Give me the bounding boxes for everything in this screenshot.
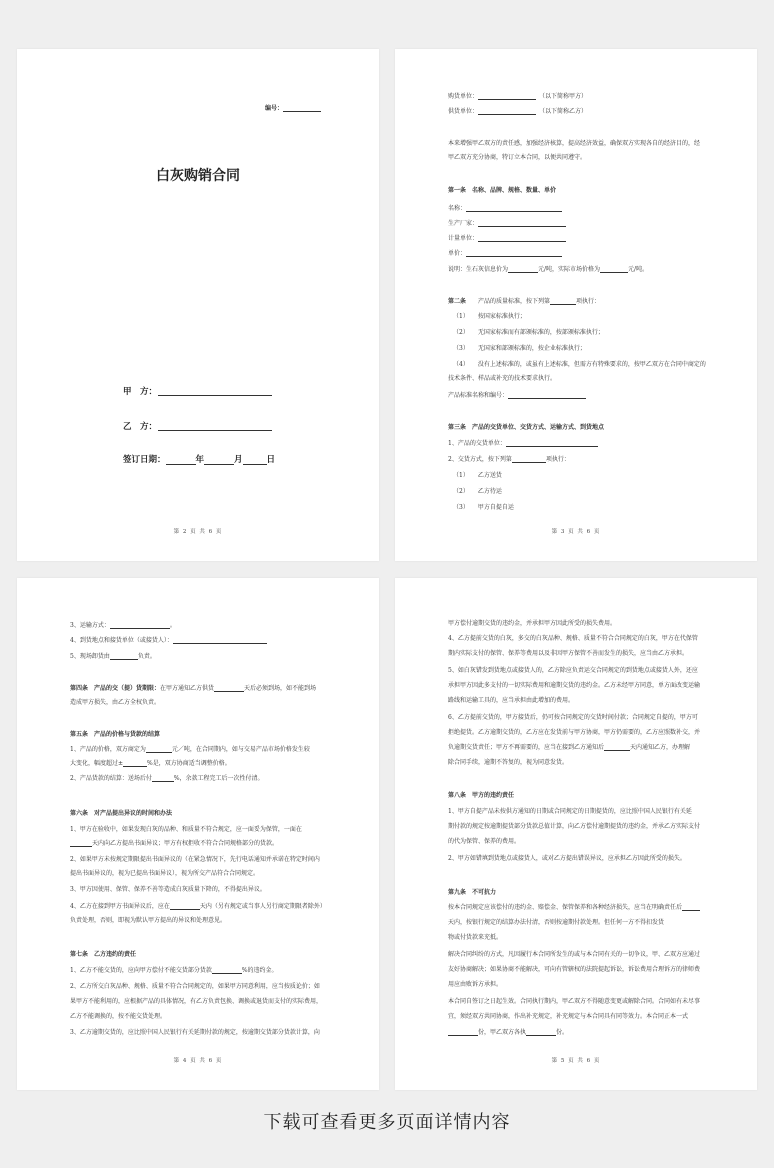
delivery-unit-row: 1、产品的交货单位：: [448, 440, 598, 447]
liability-clause: 果甲方不能利用的，应根据产品的具体情况，有乙方负责包换、调换或退货而支付的实际费用，: [70, 998, 323, 1005]
clause-text: 按本合同规定应该偿付的违约金、赔偿金、保管保养和各种经济损失，应当在明确责任后: [448, 904, 700, 911]
party-b-label: 乙 方：: [123, 422, 158, 432]
liability-clause: 3、乙方逾期交货的，应比照中国人民银行有关延期付款的规定，按逾期交货部分货款计算，向: [70, 1029, 320, 1036]
clause-text: 6、乙方提前交货的，甲方接货后，仍可按合同规定的交货时间付款；合同规定自提的，甲方可: [448, 714, 698, 721]
clause-text: 除合同手续，逾期不答复的，视为同意发货。: [448, 759, 569, 766]
party-b-line: [158, 430, 272, 431]
clause-text: 解决合同纠纷的方式，凡因履行本合同所发生的或与本合同有关的一切争议，甲、乙双方应通过: [448, 951, 701, 958]
field-unit: 计量单位：: [448, 235, 566, 242]
unloading-row: 5、现场卸货由 负责。: [70, 653, 156, 660]
objection-clause: 天内向乙方提出书面异议；甲方有权拒收不符合合同规格部分的货款。: [70, 840, 278, 847]
objection-clause: 1、甲方在验收中，如果发现白灰的品种、和质量不符合规定，应一面妥为保管，一面在: [70, 826, 302, 833]
objection-clause: 4、乙方在接到甲方书面异议后，应在 天内（另有规定或当事人另行商定期限者除外）: [70, 903, 326, 910]
preview-caption: 下载可查看更多页面详情内容: [263, 1112, 511, 1133]
document-title: 白灰购销合同: [156, 168, 240, 184]
clause-text: 宜，须经双方共同协商，作出补充规定，补充规定与本合同具有同等效力。本合同正本一式: [448, 1013, 689, 1020]
intro-text: 本来增强甲乙双方的责任感，加强经济核算，提高经济效益，确保双方实现各自的经济目的，经: [448, 140, 701, 147]
clause-text: 4、乙方提前交货的白灰，多交的白灰品种、规格、质量不符合合同规定的白灰，甲方在代保管: [448, 635, 698, 642]
article-heading: 第三条 产品的交货单位、交货方式、运输方式、到货地点: [448, 424, 605, 431]
clause-text: 用应由败诉方承担。: [448, 981, 503, 988]
clause-text: 5、如白灰错发到货地点或接货人的，乙方除应负责运交合同规定的到货地点或接货人外，还应: [448, 667, 698, 674]
party-a-label: 甲 方：: [123, 387, 158, 397]
price-clause: 大变化，幅度超过± %是，双方协商适当调整价格。: [70, 760, 231, 767]
clause-text: 友好协商解决；如果协商不能解决，可向有管辖权的法院提起诉讼，诉讼费用合理诉方的律师费: [448, 966, 701, 973]
article-heading: 第七条 乙方违约的责任: [70, 951, 137, 958]
article-heading: 第八条 甲方的违约责任: [448, 792, 515, 799]
delivery-option: （2） 乙方待运: [453, 488, 502, 495]
liability-clause: 乙方不能调换的，按不能交货处理。: [70, 1013, 167, 1020]
clause-text: 路线和运输工具的，应当承担由此增加的费用。: [448, 697, 575, 704]
price-clause: 1、产品的价格，双方商定为 元／吨，在合同期内，如与交易产品市场价格发生较: [70, 746, 310, 753]
quality-item: （4） 没有上述标准的，或虽有上述标准，但需方有特殊要求的，按甲乙双方在合同中商定的: [453, 361, 706, 368]
objection-clause: 2、如果甲方未按规定期限提出书面异议的（在紧急情况下，先行电话通知并承诺在特定时间内: [70, 856, 320, 863]
page-footer: 第 2 页 共 6 页: [173, 529, 223, 535]
field-name: 名称：: [448, 205, 562, 212]
clause-text: 甲方偿付逾期交货的违约金，并承担甲方因此所受的损失费用。: [448, 620, 617, 627]
page-footer: 第 3 页 共 6 页: [551, 529, 601, 535]
price-note: 说明：生石灰信息价为 元/吨，实际市场价格为 元/吨。: [448, 266, 649, 273]
clause-text: 负逾期交货责任；甲方不再需要的，应当在接到乙方通知后 天内通知乙方，办理解: [448, 744, 691, 751]
clause-text: 份，甲乙双方各执 份。: [448, 1029, 568, 1036]
article-heading: 第六条 对产品提出异议的时间和办法: [70, 810, 173, 817]
party-a-line: [158, 395, 272, 396]
field-price: 单价：: [448, 250, 562, 257]
contract-page-5: [395, 578, 757, 1090]
standard-name-row: 产品标准名称和编号：: [448, 392, 586, 399]
article-heading: 第一条 名称、品牌、规格、数量、单价: [448, 187, 557, 194]
quality-item: （2） 无国家标准而有部颁标准的，按部颁标准执行；: [453, 329, 604, 336]
contract-page-cover: [17, 49, 379, 561]
liability-clause: 2、乙方所交白灰品种、规格、质量不符合合同规定的，如果甲方同意利用，应当按质论价；如: [70, 983, 320, 990]
quality-item: （1） 按国家标准执行；: [453, 313, 526, 320]
article-heading: 第五条 产品的价格与货款的结算: [70, 731, 161, 738]
contract-page-4: [17, 578, 379, 1090]
payment-clause: 2、产品货款的结算：送场后付 %，余款工程完工后一次性付清。: [70, 775, 264, 782]
transport-row: 3、运输方式： 。: [70, 622, 176, 629]
clause-text: 物或付货款来充抵。: [448, 934, 503, 941]
clause-text: 本合同自签订之日起生效。合同执行期内，甲乙双方不得随意变更或解除合同。合同如有未尽事: [448, 998, 701, 1005]
quality-item-cont: 技术条件、样品或补充的技术要求执行。: [448, 375, 557, 382]
objection-clause: 3、甲方因使用、保管、保养不善等造成白灰质量下降的，不得提出异议。: [70, 886, 266, 893]
clause-text: 期付款的规定按逾期提货部分货款总值计算，向乙方偿付逾期提货的违约金，并承乙方实际支付: [448, 823, 701, 830]
buyer-row: 购货单位： （以下简称甲方）: [448, 93, 588, 100]
delivery-option: （3） 甲方自提自运: [453, 504, 514, 511]
intro-text: 甲乙双方充分协商，特订立本合同，以便共同遵守。: [448, 154, 587, 161]
article-heading: 第九条 不可抗力: [448, 889, 497, 896]
clause-text: 期内实际支付的保管、保养等费用以及非因甲方保管不善而发生的损失，应当由乙方承担。: [448, 650, 689, 657]
destination-row: 4、到货地点和接货单位（或接货人）：: [70, 637, 267, 644]
clause-text: 拒绝提货。乙方逾期交货的，乙方应在发货前与甲方协商，甲方仍需要的，乙方应照数补交，并: [448, 729, 701, 736]
contract-number-label: 编号：: [265, 105, 321, 112]
clause-text: 的代为保管、保养的费用。: [448, 838, 521, 845]
objection-clause: 负责处理，否则，即视为默认甲方提出的异议和处理意见。: [70, 917, 227, 924]
clause-text: 1、甲方自提产品未按供方通知的日期或合同规定的日期提货的，应比照中国人民银行有关延: [448, 808, 692, 815]
page-footer: 第 5 页 共 6 页: [551, 1058, 601, 1064]
article-heading: 第二条 产品的质量标准，按下列第 项执行：: [448, 298, 601, 305]
clause-text: 天内，按银行规定的结算办法付清，否则按逾期付款处理。但任何一方不得扣发货: [448, 919, 665, 926]
objection-clause: 提出书面异议的，视为已提出书面异议），视为所交产品符合合同规定。: [70, 870, 260, 877]
seller-row: 供货单位： （以下简称乙方）: [448, 108, 588, 115]
delivery-mode-row: 2、交货方式，按下列第 项执行：: [448, 456, 570, 463]
clause-text: 承担甲方因此多支付的一切实际费用和逾期交货的违约金。乙方未经甲方同意，单方面改变运输: [448, 682, 701, 689]
page-footer: 第 4 页 共 6 页: [173, 1058, 223, 1064]
quality-item: （3） 无国家和部颁标准的，按企业标准执行；: [453, 345, 586, 352]
liability-clause: 1、乙方不能交货的，应向甲方偿付不能交货部分货款 %的违约金。: [70, 967, 278, 974]
article-4-cont: 造成甲方损失，由乙方全权负责。: [70, 699, 161, 706]
sign-date-row: 签订日期： 年 月 日: [123, 455, 276, 465]
contract-page-3: [395, 49, 757, 561]
clause-text: 2、甲方如错填到货地点或接货人，或对乙方提出错误异议，应承担乙方因此所受的损失。: [448, 855, 686, 862]
delivery-option: （1） 乙方送货: [453, 472, 502, 479]
field-maker: 生产厂家：: [448, 220, 566, 227]
article-4: 第四条 产品的交（提）货期限：在甲方通知乙方供货 天后必须到场，如不能到场: [70, 685, 317, 692]
